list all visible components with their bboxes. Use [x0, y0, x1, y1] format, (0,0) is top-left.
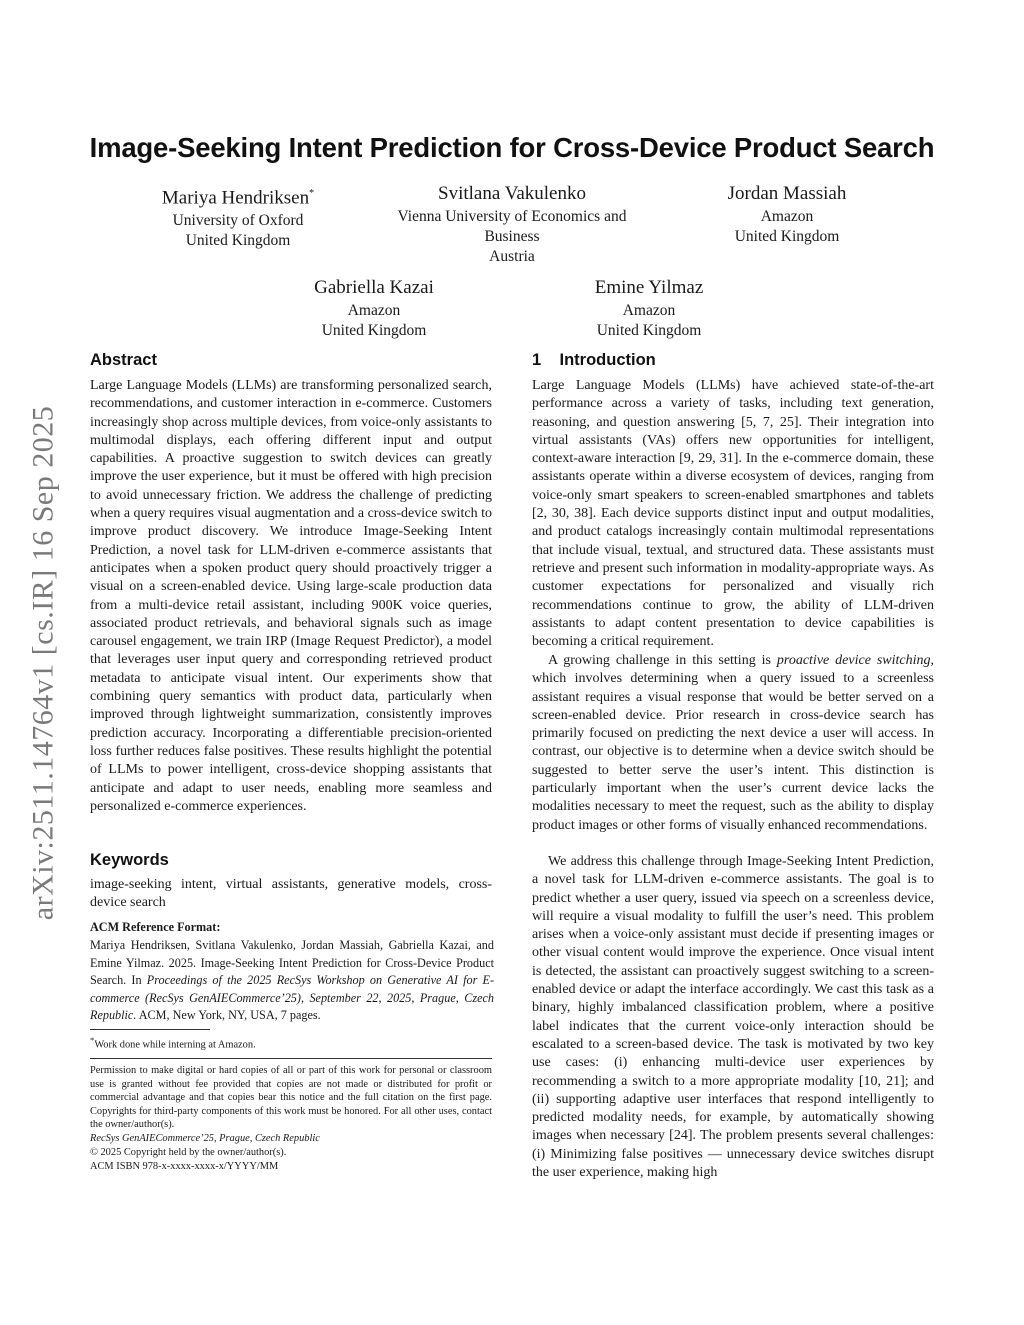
abstract-text: Large Language Models (LLMs) are transforming personalized search, recommendations, and customer interaction in e-commerce. Customers increasingly shop across multiple devices, from voice-only assistants to multimodal displays, each offering different input and output capabilities. A proactive suggestion to switch devices can greatly improve the user experience, but it must be offered with high precision to avoid unnecessary friction. We address the challenge of predicting when a query requires visual augmentation and a cross-device switch to improve product discovery. We introduce Image-Seeking Intent Prediction, a novel task for LLM-driven e-commerce assistants that anticipates when a spoken product query should proactively trigger a visual on a screen-enabled device. Using large-scale production data from a multi-device retail assistant, including 900K voice queries, associated product retrievals, and behavioral signals such as image carousel engagement, we train IRP (Image Request Predictor), a model that leverages user input query and corresponding retrieved product metadata to anticipate visual intent. Our experiments show that combining query semantics with product data, particularly when improved through lightweight summarization, consistently improves prediction accuracy. Incorporating a differentiable precision-oriented loss further reduces false positives. These results highlight the potential of LLMs to power intelligent, cross-device shopping assistants that anticipate and adapt to user needs, enabling more seamless and personalized e-commerce experiences.	[90, 378, 492, 814]
author-block	[677, 182, 897, 247]
author-country: United Kingdom	[321, 322, 427, 339]
author-country: Austria	[489, 248, 535, 265]
paper-title: Image-Seeking Intent Prediction for Cross-Device Product Search	[89, 132, 935, 163]
author-block	[264, 276, 484, 341]
author-country: United Kingdom	[596, 322, 702, 339]
acm-reference-heading: ACM Reference Format:	[90, 920, 221, 934]
author-country: United Kingdom	[734, 228, 840, 245]
intro-paragraph-3: We address this challenge through Image-Seeking Intent Prediction, a novel task for LLM-driven e-commerce assistants. The goal is to predict whether a user query, issued via speech on a screenless device, will require a visual modality to fulfill the user’s need. This problem arises when a voice-only assistant must decide if presenting images or other visual content would improve the experience. Once visual intent is detected, the assistant can proactively suggest switching to a screen-enabled device or adapt the interface accordingly. We cast this task as a binary, highly imbalanced classification problem, where a positive label indicates that the current voice-only interaction should be escalated to a screen-based device. The task is motivated by two key use cases: (i) enhancing multi-device user experiences by recommending a switch to a more appropriate modality [10, 21]; and (ii) supporting adaptive user interfaces that respond intelligently to predicted modality needs, for example, by automatically showing images when necessary [24]. The problem presents several challenges: (i) Minimizing false positives — unnecessary device switches disrupt the user experience, making high	[532, 854, 934, 1181]
intro-paragraph-1: Large Language Models (LLMs) have achieved state-of-the-art performance across a variety of tasks, including text generation, reasoning, and question answering [5, 7, 25]. Their integration into virtual assistants (VAs) offers new opportunities for intelligent, context-aware interaction [9, 29, 31]. In the e-commerce domain, these assistants operate within a diverse ecosystem of devices, ranging from voice-only smart speakers to screen-enabled smartphones and tablets [2, 30, 38]. Each device supports distinct input and output modalities, and product catalogs increasingly contain multimodal representations that include visual, textual, and structured data. These assistants must retrieve and present such information in modality-appropriate ways. As customer expectations for personalized and visually rich recommendations continue to grow, the ability of LLM-driven assistants to adapt content presentation to device capabilities is becoming a critical requirement.	[532, 378, 934, 650]
author-affiliation: University of Oxford	[172, 212, 304, 230]
author-name: Emine Yilmaz	[594, 277, 704, 298]
copyright-line: © 2025 Copyright held by the owner/author(s).	[90, 1147, 287, 1158]
arxiv-identifier: arXiv:2511.14764v1 [cs.IR] 16 Sep 2025	[26, 405, 59, 921]
intro-paragraph-2: A growing challenge in this setting is proactive device switching, which involves determining when a query issued to a screenless assistant requires a visual response that would be better served on a screen-enabled device. Prior research in cross-device search has primarily focused on predicting the next device a user will access. In contrast, our objective is to determine when a device switch should be suggested to better serve the user’s intent. This distinction is particularly important when the user’s current device lacks the modalities necessary to meet the request, such as the ability to display product images or other forms of visually enhanced recommendations.	[532, 653, 935, 833]
keywords-heading: Keywords	[90, 851, 169, 869]
author-block	[539, 276, 759, 341]
author-name: Mariya Hendriksen*	[161, 187, 315, 209]
author-block	[128, 182, 348, 251]
isbn-line: ACM ISBN 978-x-xxxx-xxxx-x/YYYY/MM	[90, 1161, 279, 1172]
venue-line: RecSys GenAIECommerce’25, Prague, Czech Republic	[90, 1133, 320, 1144]
author-affiliation: Vienna University of Economics and	[397, 208, 627, 225]
keywords-text: image-seeking intent, virtual assistants, generative models, cross-device search	[90, 877, 492, 911]
author-name: Gabriella Kazai	[314, 277, 434, 298]
author-affiliation: Business	[484, 228, 540, 245]
author-name: Jordan Massiah	[727, 183, 847, 204]
footnote: *Work done while interning at Amazon.	[90, 1035, 256, 1051]
author-affiliation: Amazon	[622, 302, 676, 319]
abstract-heading: Abstract	[90, 351, 157, 369]
permission-notice: Permission to make digital or hard copies of all or part of this work for personal or classroom use is granted without fee provided that copies are not made or distributed for profit or commercial advantage and that copies bear this notice and the full citation on the first page. Copyrights for third-party components of this work must be honored. For all other uses, contact the owner/author(s).	[90, 1065, 492, 1131]
author-affiliation: Amazon	[760, 208, 814, 225]
author-affiliation: Amazon	[347, 302, 401, 319]
author-block	[377, 182, 647, 267]
footnote-rule	[90, 1029, 210, 1030]
author-country: United Kingdom	[185, 232, 291, 250]
author-name: Svitlana Vakulenko	[438, 183, 586, 204]
acm-reference-text: Mariya Hendriksen, Svitlana Vakulenko, Jordan Massiah, Gabriella Kazai, and Emine Yilmaz. 2025. Image-Seeking Intent Prediction for Cross-Device Product Search. In Proceedings of the 2025 RecSys Workshop on Generative AI for E-commerce (RecSys GenAIECommerce’25), September 22, 2025, Prague, Czech Republic. ACM, New York, NY, USA, 7 pages.	[90, 938, 494, 1022]
introduction-heading: 1 Introduction	[532, 351, 656, 369]
permission-rule	[90, 1058, 492, 1059]
